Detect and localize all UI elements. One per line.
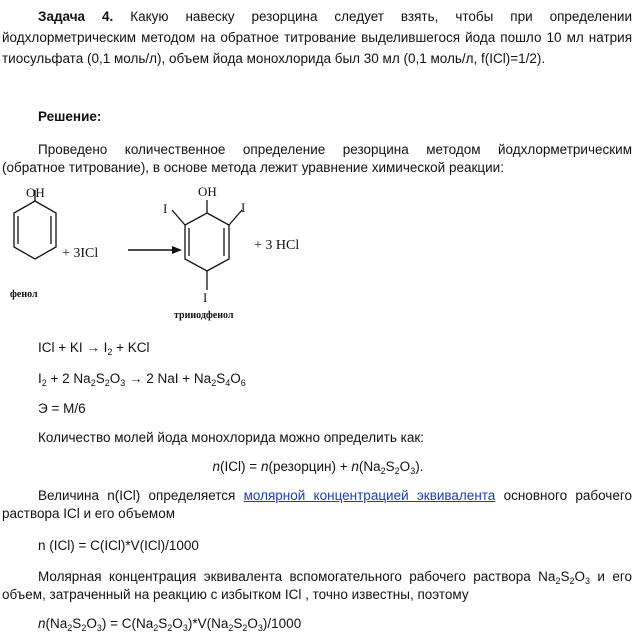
iodine-right: I bbox=[241, 200, 246, 215]
aux-line-1: Молярная концентрация эквивалента вспомогательного рабочего раствора $Na_2S_2O_3$ и его bbox=[38, 569, 632, 586]
intro-line-1: Проведено количественное определение резорцина методом йодхлорметрическим bbox=[38, 142, 632, 157]
iodine-left: I bbox=[163, 201, 168, 216]
iodine-bottom: I bbox=[203, 290, 208, 305]
phenol-label: фенол bbox=[10, 289, 38, 300]
triiodophenol-structure bbox=[172, 200, 242, 290]
reagent-3icl: + 3ICl bbox=[62, 246, 99, 261]
reaction-arrow bbox=[128, 246, 182, 254]
value-line-1: Величина n(ICl) определяется молярной концентрацией эквивалента основного рабочего bbox=[38, 488, 632, 503]
moles-text: Количество молей йода монохлорида можно определить как: bbox=[38, 430, 424, 445]
task-label: Задача 4. bbox=[38, 9, 114, 24]
task-line-2: йодхлорметрическим методом на обратное титрование выделившегося йода пошло 10 мл натрия bbox=[2, 30, 632, 45]
formula-thio: $n(Na_2S_2O_3) = C(Na_2S_2O_3)*V(Na_2S_2O_3)/1000$ bbox=[38, 616, 302, 633]
intro-line-2: (обратное титрование), в основе метода лежит уравнение химической реакции: bbox=[2, 160, 504, 175]
task-line-3: тиосульфата (0,1 моль/л), объем йода монохлорида был 30 мл (0,1 моль/л, f(ICl)=1/2). bbox=[2, 51, 546, 66]
molar-concentration-link[interactable]: молярной концентрацией эквивалента bbox=[243, 488, 496, 503]
task-text: Какую навеску резорцина следует взять, чтобы при определении bbox=[130, 9, 632, 24]
phenol-oh: OH bbox=[26, 185, 45, 200]
triiodophenol-label: трииодфенол bbox=[174, 310, 234, 321]
phenol-structure bbox=[14, 190, 56, 259]
product-oh: OH bbox=[198, 184, 217, 199]
product-3hcl: + 3 HCl bbox=[254, 238, 300, 253]
equation-2: $I_2 + 2$ $Na_2S_2O_3 \to 2$ NaI + $Na_2S_4O_6$ bbox=[38, 371, 246, 388]
value-line-2: раствора ICl и его объемом bbox=[2, 506, 175, 521]
equation-3: Э = М/6 bbox=[38, 401, 86, 416]
formula-moles: n(ICl) = n(резорцин) + $n(Na_2S_2O_3)$. bbox=[212, 459, 424, 476]
formula-icl: n (ICl) = C(ICl)*V(ICl)/1000 bbox=[38, 538, 199, 553]
equation-1: ICl + KI → $I_2$ + KCl bbox=[38, 340, 150, 357]
aux-line-2: объем, затраченный на реакцию с избытком ICl , точно известны, поэтому bbox=[2, 587, 469, 602]
solution-heading: Решение: bbox=[38, 109, 102, 124]
